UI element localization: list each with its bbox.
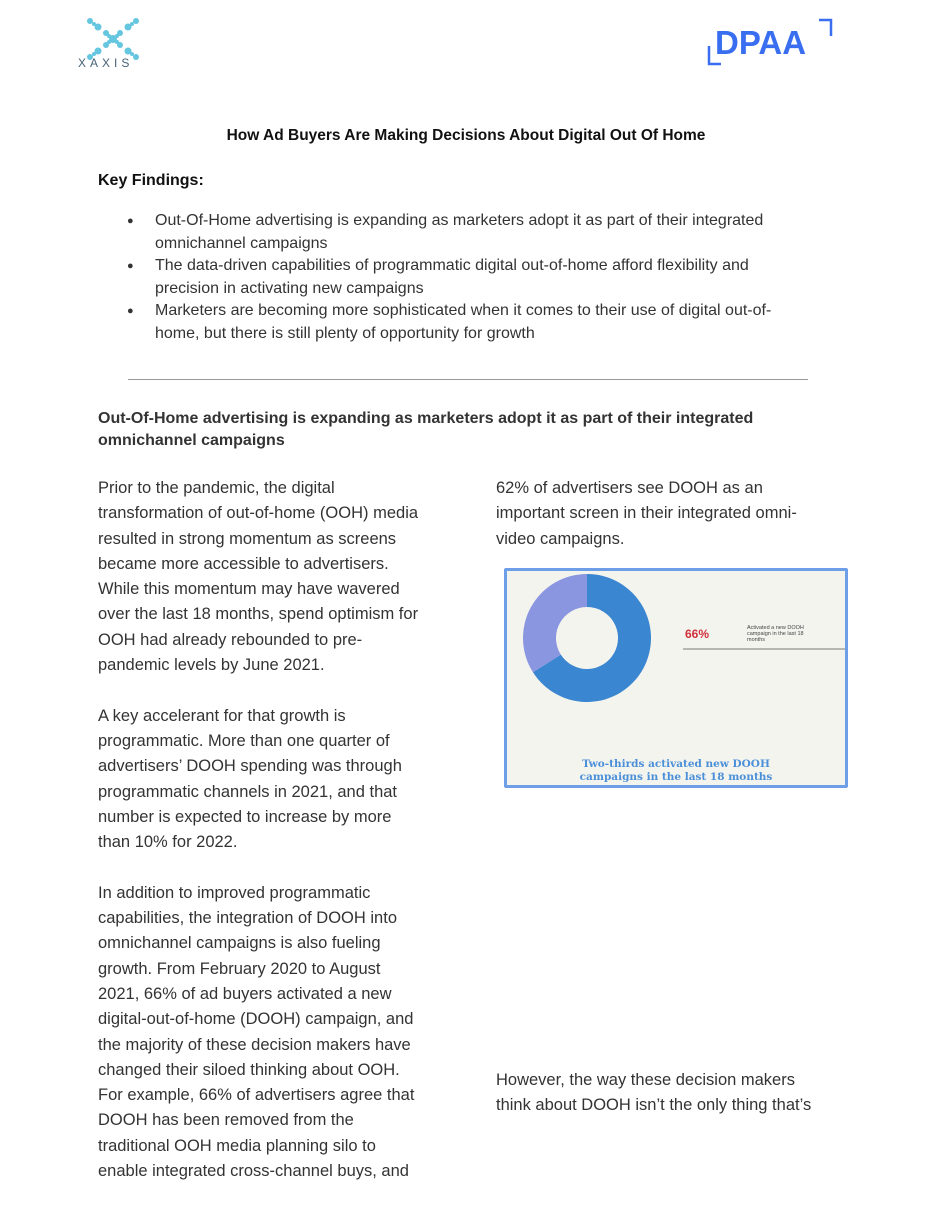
chart-caption-line: campaigns in the last 18 months <box>579 771 773 783</box>
chart-caption-line: Two-thirds activated new DOOH <box>582 758 770 770</box>
page-title: How Ad Buyers Are Making Decisions About Digital Out Of Home <box>226 127 706 144</box>
right-column-continued <box>496 1068 856 1119</box>
paragraph-line: digital-out-of-home (DOOH) campaign, and <box>98 1010 414 1029</box>
key-finding-item <box>127 300 837 345</box>
divider <box>128 379 808 380</box>
section-heading-line: Out-Of-Home advertising is expanding as marketers adopt it as part of their integrated <box>98 410 754 427</box>
paragraph-line: While this momentum may have wavered <box>98 580 400 599</box>
key-findings-heading: Key Findings: <box>98 172 204 189</box>
paragraph-line: resulted in strong momentum as screens <box>98 529 397 548</box>
paragraph-line: In addition to improved programmatic <box>98 883 371 902</box>
paragraph-line: OOH had already rebounded to pre- <box>98 630 363 649</box>
paragraph-line: 62% of advertisers see DOOH as an <box>496 479 763 497</box>
dpaa-logo-icon <box>707 16 835 68</box>
paragraph-line: Prior to the pandemic, the digital <box>98 479 335 497</box>
paragraph-line: than 10% for 2022. <box>98 833 238 852</box>
paragraph-line: However, the way these decision makers <box>496 1071 795 1089</box>
paragraph-line: programmatic channels in 2021, and that <box>98 782 398 801</box>
paragraph-line: omnichannel campaigns is also fueling <box>98 934 381 953</box>
paragraph-line: traditional OOH media planning silo to <box>98 1136 376 1155</box>
paragraph-gap <box>98 678 458 703</box>
paragraph-line: changed their siloed thinking about OOH. <box>98 1060 400 1079</box>
key-findings-list <box>127 210 837 345</box>
donut-chart-figure <box>504 568 848 788</box>
paragraph-line: the majority of these decision makers have <box>98 1035 411 1054</box>
key-finding-line: precision in activating new campaigns <box>155 279 424 297</box>
key-finding-item <box>127 255 837 300</box>
paragraph-line: number is expected to increase by more <box>98 807 392 826</box>
paragraph-line: important screen in their integrated omni- <box>496 504 797 523</box>
paragraph-line: programmatic. More than one quarter of <box>98 731 390 750</box>
left-column-text <box>98 476 458 1184</box>
xaxis-logo-text: XAXIS <box>78 56 134 70</box>
key-finding-line: omnichannel campaigns <box>155 234 328 252</box>
paragraph <box>98 476 458 678</box>
right-column-intro <box>496 476 856 552</box>
dpaa-logo-text: DPAA <box>715 24 807 61</box>
key-finding-line: home, but there is still plenty of opportunity for growth <box>155 324 535 342</box>
donut-slice <box>523 574 587 672</box>
paragraph-line: video campaigns. <box>496 529 625 548</box>
paragraph-line: growth. From February 2020 to August <box>98 959 381 978</box>
key-finding-line: ● The data-driven capabilities of programmatic digital out-of-home afford flexibility and <box>155 257 749 274</box>
paragraph <box>98 704 458 856</box>
section-heading <box>98 408 838 452</box>
callout-value: 66% <box>685 627 710 641</box>
paragraph-line: advertisers’ DOOH spending was through <box>98 757 402 776</box>
callout-label: Activated a new DOOH campaign in the last 18 months <box>747 625 804 643</box>
paragraph-line: For example, 66% of advertisers agree that <box>98 1086 415 1105</box>
paragraph-line: pandemic levels by June 2021. <box>98 656 325 675</box>
key-finding-item <box>127 210 837 255</box>
key-finding-line: ● Out-Of-Home advertising is expanding as marketers adopt it as part of their integrated <box>155 212 764 229</box>
section-heading-line: omnichannel campaigns <box>98 432 285 449</box>
paragraph-line: A key accelerant for that growth is <box>98 706 346 725</box>
key-finding-line: ● Marketers are becoming more sophisticated when it comes to their use of digital out-of- <box>155 302 772 319</box>
paragraph-line: over the last 18 months, spend optimism for <box>98 605 419 624</box>
paragraph-line: transformation of out-of-home (OOH) media <box>98 504 419 523</box>
paragraph-line: DOOH has been removed from the <box>98 1111 354 1130</box>
paragraph-line: enable integrated cross-channel buys, and <box>98 1162 409 1181</box>
paragraph-line: think about DOOH isn’t the only thing that’s <box>496 1096 812 1115</box>
paragraph-gap <box>98 855 458 880</box>
paragraph-line: became more accessible to advertisers. <box>98 554 389 573</box>
paragraph-line: 2021, 66% of ad buyers activated a new <box>98 984 392 1003</box>
donut-chart <box>507 571 845 785</box>
paragraph <box>98 881 458 1185</box>
paragraph-line: capabilities, the integration of DOOH into <box>98 909 397 928</box>
